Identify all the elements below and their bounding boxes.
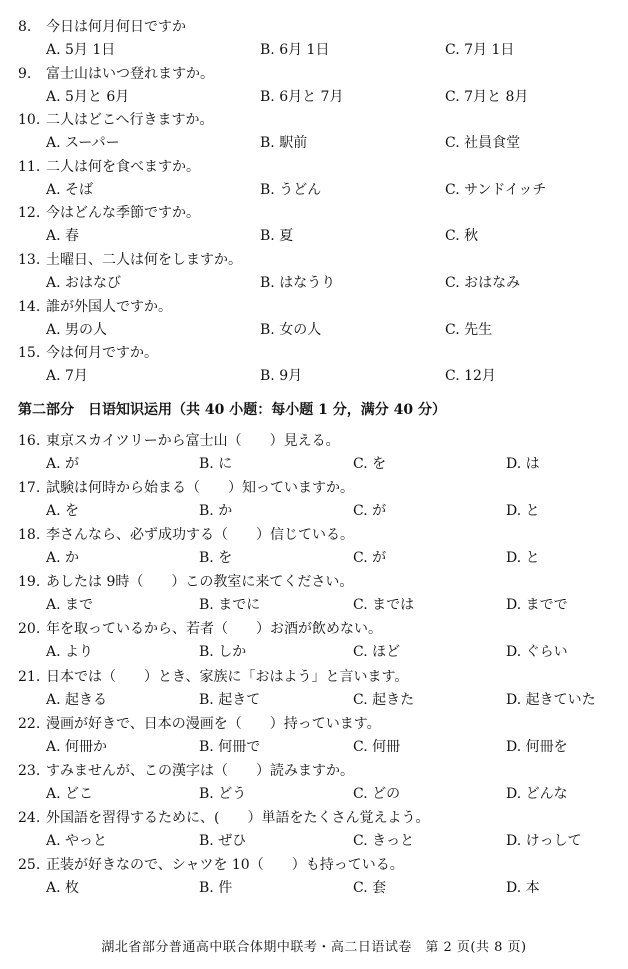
answer-option: C. を — [353, 456, 387, 472]
answer-option: A. 7月 — [46, 368, 88, 385]
answer-option: B. はなうり — [260, 275, 336, 291]
question-stem — [18, 760, 354, 780]
answer-option: A. 男の人 — [46, 321, 108, 338]
answer-option: B. に — [199, 456, 233, 472]
answer-option: C. までは — [353, 597, 415, 614]
question-number: 19. — [18, 574, 41, 591]
answer-option: B. 6月と 7月 — [260, 88, 344, 105]
answer-option: A. 春 — [46, 228, 80, 245]
answer-option: D. は — [506, 456, 540, 472]
question-text: 今日は何月何日ですか — [46, 19, 186, 35]
answer-option: A. やっと — [46, 832, 108, 849]
question-text: 日本では（ ）とき、家族に「おはよう」と言います。 — [46, 668, 409, 685]
answer-option: A. まで — [46, 597, 94, 614]
question-stem — [18, 249, 242, 269]
answer-option: C. 7月と 8月 — [445, 88, 529, 105]
answer-option: B. 夏 — [260, 228, 294, 245]
answer-option: C. ほど — [353, 644, 401, 661]
question-stem — [18, 109, 213, 129]
answer-option: D. までで — [506, 597, 568, 614]
answer-option: D. 何冊を — [506, 738, 568, 755]
question-text: 漫画が好きで、日本の漫画を（ ）持っています。 — [46, 715, 381, 732]
answer-option: C. 何冊 — [353, 738, 401, 755]
answer-option: A. 何冊か — [46, 738, 108, 755]
answer-option: D. と — [506, 550, 540, 567]
question-number: 11. — [18, 158, 41, 175]
question-text: 誰が外国人ですか。 — [46, 298, 172, 315]
question-stem — [18, 202, 200, 222]
answer-option: D. 起きていた — [506, 691, 596, 708]
answer-option: A. か — [46, 550, 80, 567]
question-number: 9. — [18, 65, 32, 82]
question-stem — [18, 296, 172, 316]
question-number: 8. — [18, 19, 32, 35]
answer-option: C. 起きた — [353, 691, 415, 708]
question-number: 13. — [18, 252, 41, 268]
answer-option: A. が — [46, 456, 80, 472]
question-stem — [18, 713, 381, 733]
question-number: 23. — [18, 762, 41, 779]
answer-option: C. 秋 — [445, 228, 479, 245]
question-stem — [18, 618, 382, 638]
answer-option: B. を — [199, 550, 233, 567]
question-number: 15. — [18, 345, 41, 362]
question-stem — [18, 477, 354, 497]
question-stem — [18, 666, 408, 686]
question-stem — [18, 342, 158, 362]
answer-option: A. 5月と 6月 — [46, 88, 130, 105]
question-number: 16. — [18, 433, 41, 449]
answer-option: C. が — [353, 550, 387, 567]
question-text: 正装が好きなので、シャツを 10（ ）も持っている。 — [46, 856, 404, 873]
answer-option: A. 枚 — [46, 879, 80, 896]
answer-option: D. と — [506, 503, 540, 520]
answer-option: C. 社員食堂 — [445, 135, 521, 152]
question-text: 年を取っているから、若者（ ）お酒が飲めない。 — [46, 621, 382, 638]
answer-option: A. より — [46, 644, 94, 661]
answer-option: B. 起きて — [199, 691, 261, 708]
question-stem — [18, 430, 340, 450]
answer-option: C. 先生 — [445, 321, 493, 338]
question-text: 土曜日、二人は何をしますか。 — [46, 252, 242, 268]
answer-option: B. ぜひ — [199, 832, 247, 849]
answer-option: A. 起きる — [46, 691, 108, 708]
answer-option: A. スーパー — [46, 135, 120, 152]
question-number: 24. — [18, 809, 41, 826]
question-text: あしたは 9時（ ）この教室に来てください。 — [46, 574, 354, 591]
answer-option: D. どんな — [506, 785, 568, 802]
question-number: 20. — [18, 621, 41, 638]
answer-option: A. そば — [46, 181, 94, 198]
answer-option: C. サンドイッチ — [445, 181, 547, 198]
answer-option: C. どの — [353, 785, 401, 802]
question-text: 李さんなら、必ず成功する（ ）信じている。 — [46, 527, 354, 544]
answer-option: A. 5月 1日 — [46, 42, 116, 58]
question-stem — [18, 854, 404, 874]
page-footer: 湖北省部分普通高中联合体期中联考・高二日语试卷 第 2 页(共 8 页) — [101, 940, 527, 955]
answer-option: B. 駅前 — [260, 135, 308, 152]
answer-option: A. どこ — [46, 785, 94, 802]
question-number: 12. — [18, 205, 41, 222]
question-text: 東京スカイツリーから富士山（ ）見える。 — [46, 433, 340, 449]
question-stem — [18, 63, 214, 83]
answer-option: C. 12月 — [445, 368, 496, 385]
question-text: 富士山はいつ登れますか。 — [46, 65, 214, 82]
question-stem — [18, 16, 186, 36]
answer-option: D. 本 — [506, 879, 540, 896]
answer-option: C. 套 — [353, 879, 387, 896]
answer-option: B. 女の人 — [260, 321, 322, 338]
answer-option: B. 件 — [199, 879, 233, 896]
answer-option: D. ぐらい — [506, 644, 568, 661]
question-text: 今はどんな季節ですか。 — [46, 205, 200, 222]
answer-option: B. 何冊で — [199, 738, 261, 755]
question-text: 試験は何時から始まる（ ）知っていますか。 — [46, 480, 354, 497]
question-number: 18. — [18, 527, 41, 544]
answer-option: C. 7月 1日 — [445, 42, 515, 58]
answer-option: A. おはなび — [46, 275, 122, 291]
section-title: 第二部分 日语知识运用（共 40 小题：每小题 1 分，满分 40 分） — [18, 402, 446, 418]
answer-option: C. おはなみ — [445, 275, 521, 291]
answer-option: B. 9月 — [260, 368, 303, 385]
answer-option: A. を — [46, 503, 80, 520]
question-stem — [18, 571, 353, 591]
question-text: 二人は何を食べますか。 — [46, 158, 200, 175]
answer-option: B. 6月 1日 — [260, 42, 330, 58]
question-stem — [18, 524, 354, 544]
answer-option: B. までに — [199, 597, 261, 614]
question-number: 10. — [18, 112, 41, 129]
question-number: 21. — [18, 668, 41, 685]
question-stem — [18, 807, 429, 827]
question-number: 14. — [18, 298, 41, 315]
answer-option: B. どう — [199, 785, 247, 802]
answer-option: B. うどん — [260, 181, 322, 198]
question-text: すみませんが、この漢字は（ ）読みますか。 — [46, 762, 354, 779]
answer-option: B. か — [199, 503, 233, 520]
answer-option: C. きっと — [353, 832, 415, 849]
question-number: 22. — [18, 715, 41, 732]
question-number: 25. — [18, 856, 41, 873]
question-stem — [18, 156, 200, 176]
question-text: 今は何月ですか。 — [46, 345, 158, 362]
question-text: 外国語を習得するために、( ）単語をたくさん覚えよう。 — [46, 809, 430, 826]
answer-option: C. が — [353, 503, 387, 520]
question-number: 17. — [18, 480, 41, 497]
answer-option: D. けっして — [506, 832, 582, 849]
answer-option: B. しか — [199, 644, 247, 661]
question-text: 二人はどこへ行きますか。 — [46, 112, 214, 129]
